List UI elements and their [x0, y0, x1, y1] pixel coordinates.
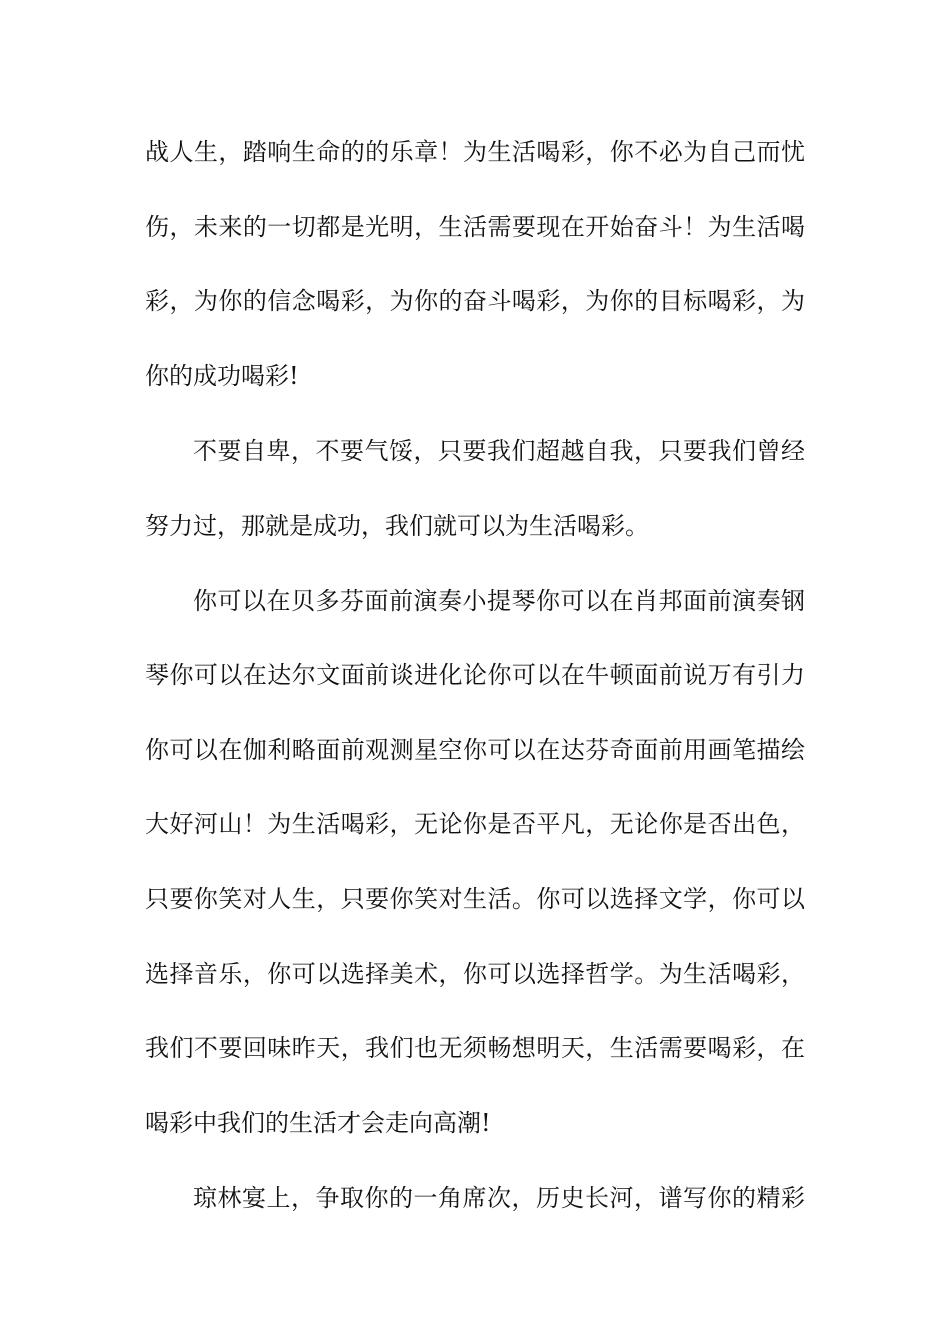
- text-line: 选择音乐，你可以选择美术，你可以选择哲学。为生活喝彩，: [145, 960, 805, 988]
- paragraph-first-line: 你可以在贝多芬面前演奏小提琴你可以在肖邦面前演奏钢: [193, 587, 805, 615]
- paragraph-first-line: 琼林宴上，争取你的一角席次，历史长河，谱写你的精彩: [193, 1184, 805, 1212]
- text-line: 努力过，那就是成功，我们就可以为生活喝彩。: [145, 512, 649, 540]
- text-line: 你的成功喝彩!: [145, 362, 299, 390]
- text-line: 琴你可以在达尔文面前谈进化论你可以在牛顿面前说万有引力: [145, 661, 805, 689]
- text-line: 大好河山！为生活喝彩，无论你是否平凡，无论你是否出色，: [145, 810, 805, 838]
- text-line: 伤，未来的一切都是光明，生活需要现在开始奋斗！为生活喝: [145, 213, 805, 241]
- text-line: 喝彩中我们的生活才会走向高潮!: [145, 1109, 491, 1137]
- text-line: 你可以在伽利略面前观测星空你可以在达芬奇面前用画笔描绘: [145, 736, 805, 764]
- text-line: 彩，为你的信念喝彩，为你的奋斗喝彩，为你的目标喝彩，为: [145, 287, 805, 315]
- text-line: 只要你笑对人生，只要你笑对生活。你可以选择文学，你可以: [145, 885, 805, 913]
- paragraph-first-line: 不要自卑，不要气馁，只要我们超越自我，只要我们曾经: [193, 437, 805, 465]
- text-line: 战人生，踏响生命的的乐章！为生活喝彩，你不必为自己而忧: [145, 138, 805, 166]
- text-line: 我们不要回味昨天，我们也无须畅想明天，生活需要喝彩，在: [145, 1034, 805, 1062]
